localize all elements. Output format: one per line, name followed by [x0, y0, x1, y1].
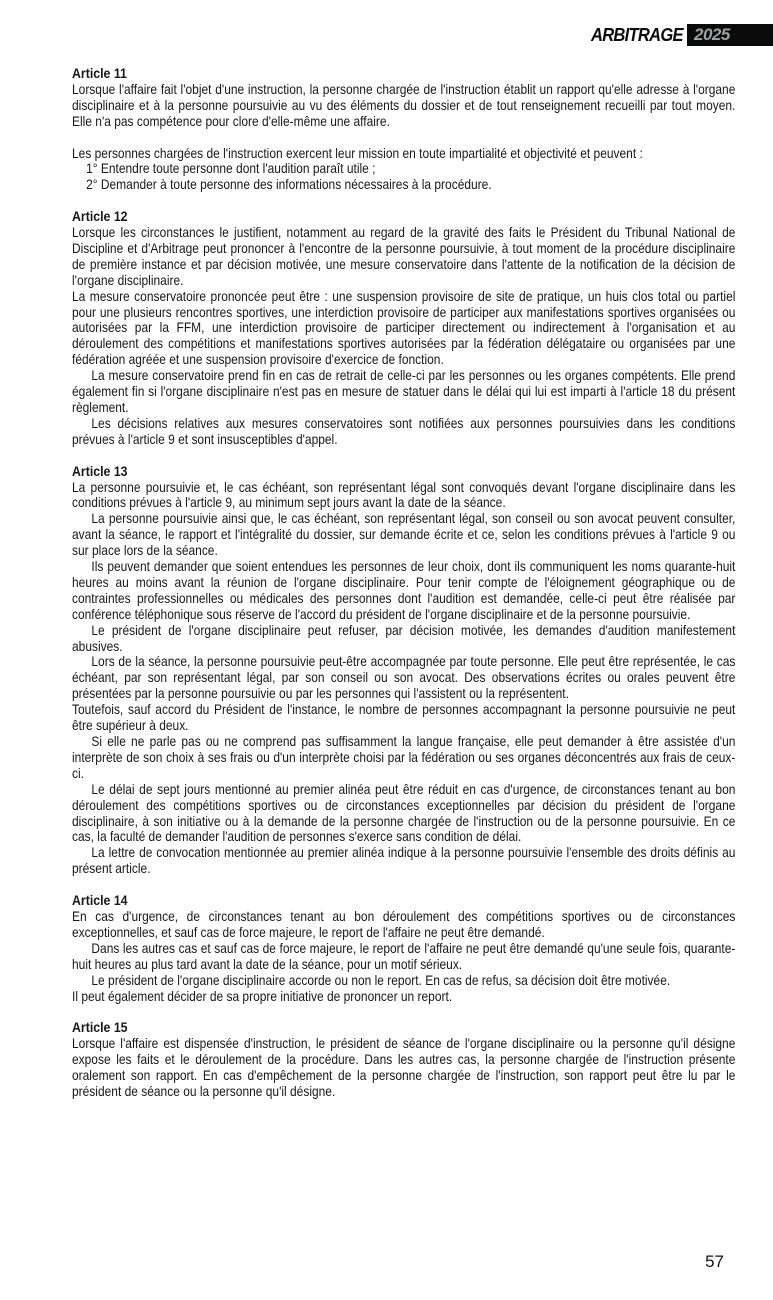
article-title: Article 13 — [72, 462, 128, 479]
year-label: 2025 — [694, 25, 730, 44]
article-paragraph: 2° Demander à toute personne des informations nécessaires à la procédure. — [86, 177, 492, 193]
article-title: Article 12 — [72, 208, 128, 225]
article-paragraph: La personne poursuivie ainsi que, le cas échéant, son représentant légal, son conseil ou son avocat peuvent consulter, avant la séance, le rapport et l'intégralité du dossier, sur demande écrite et ce, selon les conditions prévues à l'article 9 ou sur place lors de la séance. — [72, 511, 736, 559]
article-paragraph: Lors de la séance, la personne poursuivie peut-être accompagnée par toute personne. Elle peut être représentée, le cas échéant, par son représentant légal, par son conseil ou son avocat. Des observations écrites ou orales peuvent être présentées par la personne poursuivie ou par les personnes qui l'assistent ou la représentent. — [72, 654, 736, 702]
page-header — [0, 24, 773, 46]
article-paragraph: Toutefois, sauf accord du Président de l'instance, le nombre de personnes accompagnant la personne poursuivie ne peut être supérieur à deux. — [72, 702, 736, 734]
article-paragraph: Lorsque les circonstances le justifient, notamment au regard de la gravité des faits le Président du Tribunal National de Discipline et d'Arbitrage peut prononcer à l'encontre de la personne poursuivie, à tout moment de la procédure disciplinaire de première instance et par décision motivée, une mesure conservatoire dans l'attente de la notification de la décision de l'organe disciplinaire. — [72, 225, 736, 288]
article-paragraph: La mesure conservatoire prend fin en cas de retrait de celle-ci par les personnes ou les organes compétents. Elle prend également fin si l'organe disciplinaire n'est pas en mesure de statuer dans le délai qui lui est imparti à l'article 18 du présent règlement. — [72, 368, 736, 415]
article-title: Article 15 — [72, 1019, 128, 1036]
page-number: 57 — [705, 1252, 724, 1271]
article-paragraph: Les personnes chargées de l'instruction exercent leur mission en toute impartialité et objectivité et peuvent : — [72, 145, 643, 161]
article-paragraph: La mesure conservatoire prononcée peut être : une suspension provisoire de site de pratique, un huis clos total ou partiel pour une plusieurs rencontres sportives, une interdiction provisoire de participer aux manifestations sportives organisées ou autorisées par la FFM, une interdiction provisoire de participer directement ou indirectement à l'organisation et au déroulement des compétitions et manifestations sportives autorisées par la fédération délégataire ou organisées par une fédération agréée et une suspension provisoire d'exercice de fonction. — [72, 288, 736, 368]
article-paragraph: Dans les autres cas et sauf cas de force majeure, le report de l'affaire ne peut être demandé qu'une seule fois, quarante-huit heures au plus tard avant la date de la séance, pour un motif sérieux. — [72, 940, 736, 972]
article-paragraph: Le président de l'organe disciplinaire peut refuser, par décision motivée, les demandes d'audition manifestement abusives. — [72, 622, 736, 654]
article-paragraph: Le président de l'organe disciplinaire accorde ou non le report. En cas de refus, sa décision doit être motivée. — [91, 972, 671, 988]
article-paragraph: La lettre de convocation mentionnée au premier alinéa indique à la personne poursuivie l'ensemble des droits définis au présent article. — [72, 845, 736, 877]
article-title: Article 14 — [72, 892, 128, 909]
article-paragraph: Ils peuvent demander que soient entendues les personnes de leur choix, dont ils communiquent les noms quarante-huit heures au moins avant la réunion de l'organe disciplinaire. Pour tenir compte de l'éloignement géographique ou de contraintes professionnelles ou médicales des personnes dont l'audition est demandée, celle-ci peut être réalisée par conférence téléphonique sous réserve de l'accord du président de l'organe disciplinaire et de la personne poursuivie. — [72, 559, 736, 622]
article-paragraph: La personne poursuivie et, le cas échéant, son représentant légal sont convoqués devant l'organe disciplinaire dans les conditions prévues à l'article 9, au minimum sept jours avant la date de la séance. — [72, 479, 736, 511]
article-paragraph: Le délai de sept jours mentionné au premier alinéa peut être réduit en cas d'urgence, de circonstances tenant au bon déroulement des compétitions sportives ou de circonstances exceptionnelles par décision du président de l'organe disciplinaire, à son initiative ou à la demande de la personne chargée de l'instruction ou de la personne poursuivie. En ce cas, la faculté de demander l'audition de personnes s'exerce sans condition de délai. — [72, 781, 736, 845]
article-paragraph: Lorsque l'affaire est dispensée d'instruction, le président de séance de l'organe disciplinaire ou la personne qu'il désigne expose les faits et le déroulement de la procédure. Dans les autres cas, la personne chargée de l'instruction présente oralement son rapport. En cas d'empêchement de la personne chargée de l'instruction, son rapport peut être lu par le président de séance ou la personne qu'il désigne. — [72, 1036, 736, 1099]
article-paragraph: 1° Entendre toute personne dont l'audition paraît utile ; — [86, 161, 376, 177]
article-paragraph: Il peut également décider de sa propre initiative de prononcer un report. — [72, 988, 453, 1004]
year-banner — [687, 24, 773, 46]
articles — [72, 66, 735, 1100]
article-paragraph: Lorsque l'affaire fait l'objet d'une instruction, la personne chargée de l'instruction établit un rapport qu'elle adresse à l'organe disciplinaire et à la personne poursuivie au vu des éléments du dossier et de tout renseignement recueilli par tout moyen. Elle n'a pas compétence pour clore d'elle-même une affaire. — [72, 81, 736, 129]
article-paragraph: Si elle ne parle pas ou ne comprend pas suffisamment la langue française, elle peut demander à être assistée d'un interprète de son choix à ses frais ou d'un interprète choisi par la fédération ou ses organes déconcentrés aux frais de ceux-ci. — [72, 734, 736, 781]
article-title: Article 11 — [72, 65, 127, 81]
arbitrage-wordmark: ARBITRAGE — [591, 25, 683, 45]
article-paragraph: En cas d'urgence, de circonstances tenant au bon déroulement des compétitions sportives ou de circonstances exceptionnelles, et sauf cas de force majeure, le report de l'affaire ne peut être demandé. — [72, 908, 736, 940]
article-paragraph: Les décisions relatives aux mesures conservatoires sont notifiées aux personnes poursuivies dans les conditions prévues à l'article 9 et sont insusceptibles d'appel. — [72, 415, 736, 447]
